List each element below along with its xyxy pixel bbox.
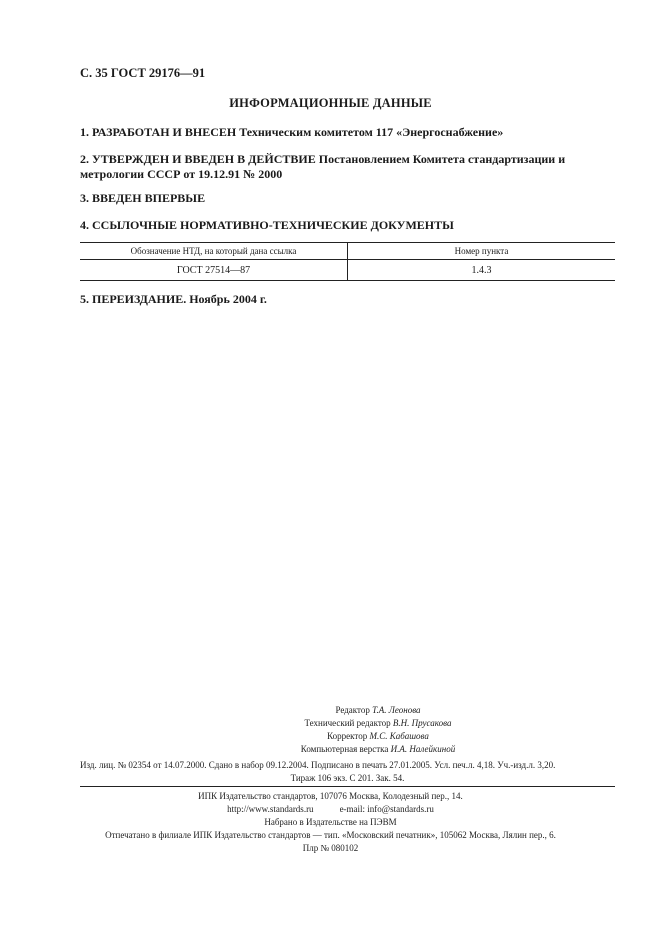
typeset-note: Набрано в Издательстве на ПЭВМ xyxy=(264,817,397,827)
item-label: 3. ВВЕДЕН ВПЕРВЫЕ xyxy=(80,191,206,205)
credit-proofreader xyxy=(258,730,498,743)
info-item-5 xyxy=(80,292,267,307)
print-run: Тираж 106 экз. С 201. Зак. 54. xyxy=(290,773,405,783)
license-number: Плр № 080102 xyxy=(302,843,359,853)
website-link: http://www.standards.ru xyxy=(227,804,314,814)
cell-clause: 1.4.3 xyxy=(471,264,492,276)
contact-line xyxy=(0,803,661,816)
page-header: С. 35 ГОСТ 29176—91 xyxy=(80,66,206,80)
table-header-row xyxy=(80,243,615,260)
header-clause-number: Номер пункта xyxy=(454,246,509,256)
credit-name: Т.А. Леонова xyxy=(372,705,421,715)
item-label: 1. РАЗРАБОТАН И ВНЕСЕН xyxy=(80,125,237,139)
credits-list xyxy=(258,704,498,756)
item-text: Техническим комитетом 117 «Энергоснабжение» xyxy=(239,125,504,139)
credit-name: И.А. Налейкиной xyxy=(390,744,456,754)
credit-layout xyxy=(258,743,498,756)
header-document-designation: Обозначение НТД, на который дана ссылка xyxy=(80,243,348,259)
item-label: 4. ССЫЛОЧНЫЕ НОРМАТИВНО-ТЕХНИЧЕСКИЕ ДОКУМЕНТЫ xyxy=(80,218,454,232)
credit-name: В.Н. Прусакова xyxy=(392,718,452,728)
cell-document: ГОСТ 27514—87 xyxy=(80,260,348,280)
email-link: e-mail: info@standards.ru xyxy=(339,804,434,814)
item-text: Ноябрь 2004 г. xyxy=(189,292,267,306)
reference-table xyxy=(80,242,615,281)
credit-tech-editor xyxy=(258,717,498,730)
credit-editor xyxy=(258,704,498,717)
credit-role: Компьютерная верстка xyxy=(300,744,389,754)
item-label: 2. УТВЕРЖДЕН И ВВЕДЕН В ДЕЙСТВИЕ xyxy=(80,152,316,166)
item-text: Постановлением Комитета стандартизации и метрологии СССР от 19.12.91 № 2000 xyxy=(80,152,566,181)
info-item-4 xyxy=(80,218,454,233)
info-item-1 xyxy=(80,125,503,140)
credit-role: Технический редактор xyxy=(304,718,391,728)
item-label: 5. ПЕРЕИЗДАНИЕ. xyxy=(80,292,187,306)
section-title: ИНФОРМАЦИОННЫЕ ДАННЫЕ xyxy=(229,96,432,110)
credit-role: Редактор xyxy=(335,705,370,715)
table-row xyxy=(80,260,615,280)
divider xyxy=(80,786,615,787)
credit-role: Корректор xyxy=(327,731,368,741)
publication-details: Изд. лиц. № 02354 от 14.07.2000. Сдано в набор 09.12.2004. Подписано в печать 27.01.2005. Усл. печ.л. 4,18. Уч.-изд.л. 3,20. xyxy=(80,760,556,770)
publisher-address: ИПК Издательство стандартов, 107076 Москва, Колодезный пер., 14. xyxy=(198,791,463,801)
info-item-2 xyxy=(80,152,620,182)
credit-name: М.С. Кабашова xyxy=(369,731,429,741)
printer-note: Отпечатано в филиале ИПК Издательство стандартов — тип. «Московский печатник», 105062 Москва, Лялин пер., 6. xyxy=(105,830,556,840)
info-item-3 xyxy=(80,191,205,206)
